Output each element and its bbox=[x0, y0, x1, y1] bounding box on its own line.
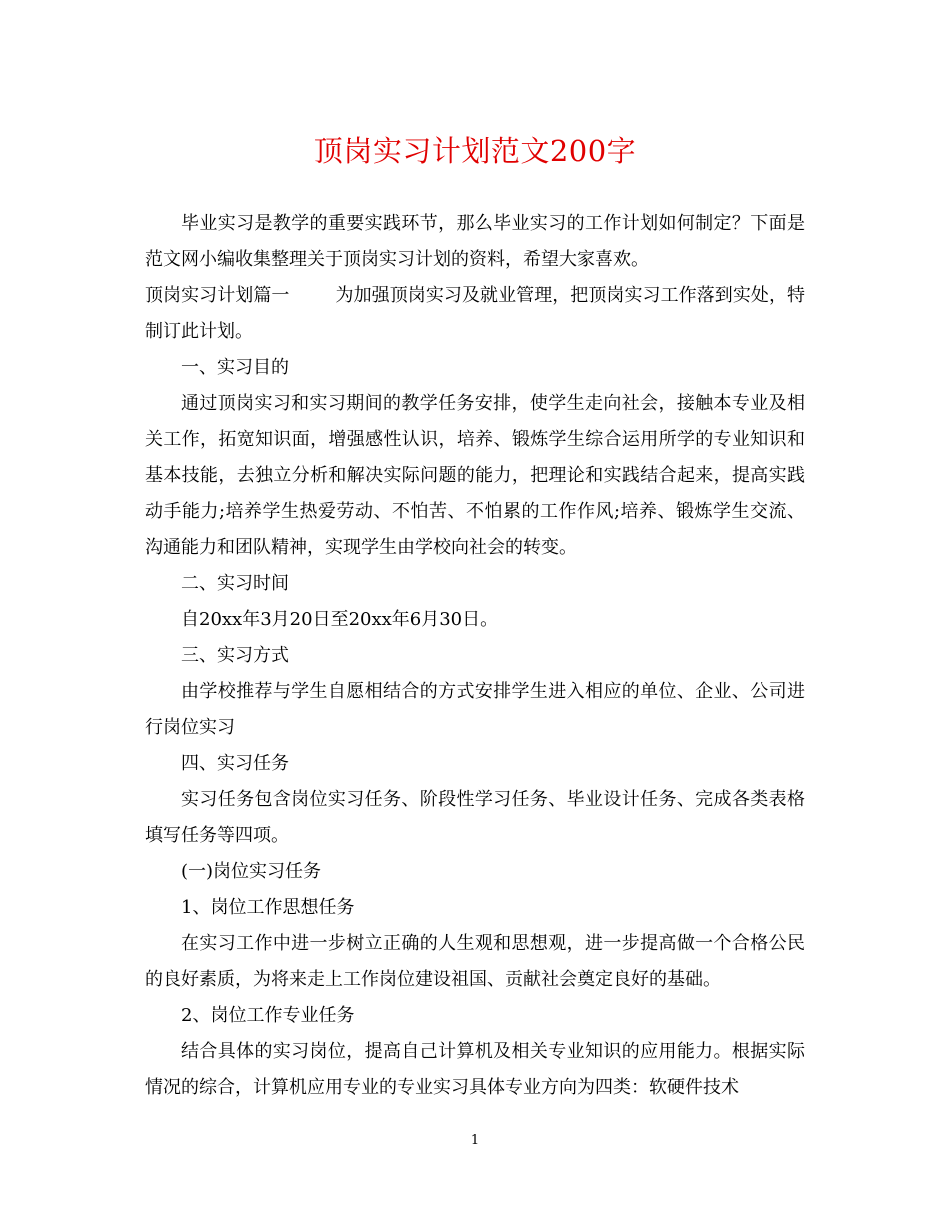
article-lead: 为加强顶岗实习及就业管理，把顶岗实习工作落到实处，特制订此计划。 bbox=[145, 285, 806, 342]
paragraph: 通过顶岗实习和实习期间的教学任务安排，使学生走向社会，接触本专业及相关工作，拓宽知识面，增强感性认识，培养、锻炼学生综合运用所学的专业知识和基本技能，去独立分析和解决实际问题的能力，把理论和实践结合起来，提高实践动手能力;培养学生热爱劳动、不怕苦、不怕累的工作作风;培养、锻炼学生交流、沟通能力和团队精神，实现学生由学校向社会的转变。 bbox=[145, 393, 805, 558]
paragraph: 由学校推荐与学生自愿相结合的方式安排学生进入相应的单位、企业、公司进行岗位实习 bbox=[145, 681, 805, 738]
subsection-heading: (一)岗位实习任务 bbox=[181, 861, 322, 882]
section-heading: 一、实习目的 bbox=[181, 357, 289, 378]
document-body bbox=[145, 206, 805, 1106]
document-title: 顶岗实习计划范文200字 bbox=[313, 134, 637, 168]
intro-paragraph: 毕业实习是教学的重要实践环节，那么毕业实习的工作计划如何制定？下面是范文网小编收集整理关于顶岗实习计划的资料，希望大家喜欢。 bbox=[145, 213, 805, 270]
paragraph: 自20xx年3月20日至20xx年6月30日。 bbox=[181, 609, 499, 630]
section-heading: 二、实习时间 bbox=[181, 573, 289, 594]
page-number: 1 bbox=[470, 1133, 480, 1148]
paragraph: 结合具体的实习岗位，提高自己计算机及相关专业知识的应用能力。根据实际情况的综合，计算机应用专业的专业实习具体专业方向为四类：软硬件技术 bbox=[145, 1041, 805, 1098]
subsection-heading: 1、岗位工作思想任务 bbox=[181, 897, 355, 918]
article-lead-paragraph bbox=[145, 278, 805, 350]
paragraph: 实习任务包含岗位实习任务、阶段性学习任务、毕业设计任务、完成各类表格填写任务等四项。 bbox=[145, 789, 805, 846]
subsection-heading: 2、岗位工作专业任务 bbox=[181, 1005, 355, 1026]
section-heading: 四、实习任务 bbox=[181, 753, 289, 774]
section-heading: 三、实习方式 bbox=[181, 645, 289, 666]
article-heading: 顶岗实习计划篇一 bbox=[145, 285, 290, 306]
paragraph: 在实习工作中进一步树立正确的人生观和思想观，进一步提高做一个合格公民的良好素质，为将来走上工作岗位建设祖国、贡献社会奠定良好的基础。 bbox=[145, 933, 805, 990]
